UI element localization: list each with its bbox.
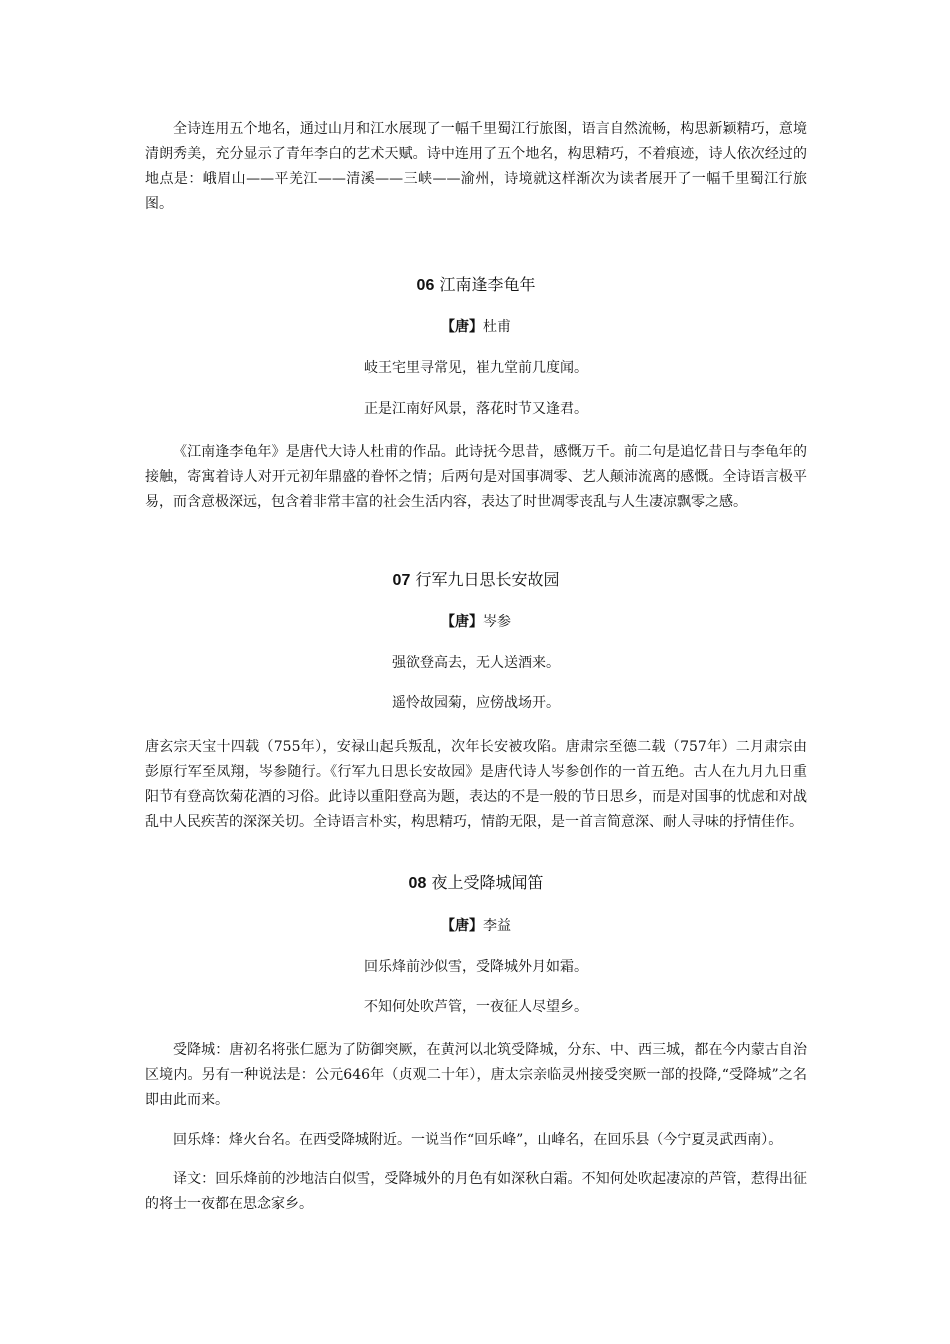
author-name: 李益 — [483, 918, 511, 934]
poem-line: 强欲登高去，无人送酒来。 — [392, 655, 560, 671]
poem-line: 正是江南好风景，落花时节又逢君。 — [364, 401, 588, 417]
author-name: 杜甫 — [483, 319, 511, 335]
poem-line: 回乐烽前沙似雪，受降城外月如霜。 — [364, 959, 588, 975]
translation-paragraph: 译文：回乐烽前的沙地洁白似雪，受降城外的月色有如深秋白霜。不知何处吹起凄凉的芦管，惹得出征的将士一夜都在思念家乡。 — [145, 1171, 807, 1212]
intro-paragraph: 全诗连用五个地名，通过山月和江水展现了一幅千里蜀江行旅图，语言自然流畅，构思新颖精巧，意境清朗秀美，充分显示了青年李白的艺术天赋。诗中连用了五个地名，构思精巧，不着痕迹，诗人依次经过的地点是：峨眉山——平羌江——清溪——三峡——渝州，诗境就这样渐次为读者展开了一幅千里蜀江行旅图。 — [145, 121, 807, 212]
dynasty-label: 【唐】 — [441, 614, 483, 630]
commentary-paragraph: 《江南逢李龟年》是唐代大诗人杜甫的作品。此诗抚今思昔，感慨万千。前二句是追忆昔日与李龟年的接触，寄寓着诗人对开元初年鼎盛的眷怀之情；后两句是对国事凋零、艺人颠沛流离的感慨。全诗语言极平易，而含意极深远，包含着非常丰富的社会生活内容，表达了时世凋零丧乱与人生凄凉飘零之感。 — [145, 444, 807, 510]
section-number: 07 — [392, 572, 411, 589]
section-number: 08 — [408, 875, 427, 892]
poem-title: 夜上受降城闻笛 — [431, 873, 544, 892]
dynasty-label: 【唐】 — [441, 319, 483, 335]
poem-line: 岐王宅里寻常见，崔九堂前几度闻。 — [364, 360, 588, 376]
author-name: 岑参 — [483, 614, 511, 630]
note-paragraph: 回乐烽：烽火台名。在西受降城附近。一说当作“回乐峰”，山峰名，在回乐县（今宁夏灵武西南）。 — [173, 1132, 783, 1148]
poem-title: 行军九日思长安故园 — [415, 570, 560, 589]
poem-author-06 — [145, 316, 807, 338]
poem-line: 不知何处吹芦管，一夜征人尽望乡。 — [364, 999, 588, 1015]
section-title-07 — [145, 568, 807, 593]
poem-author-07 — [145, 611, 807, 633]
note-paragraph: 受降城：唐初名将张仁愿为了防御突厥，在黄河以北筑受降城，分东、中、西三城，都在今内蒙古自治区境内。另有一种说法是：公元646年（贞观二十年），唐太宗亲临灵州接受突厥一部的投降,“受降城”之名即由此而来。 — [145, 1042, 807, 1108]
section-title-06 — [145, 273, 807, 298]
section-number: 06 — [416, 277, 435, 294]
commentary-paragraph: 唐玄宗天宝十四载（755年），安禄山起兵叛乱，次年长安被攻陷。唐肃宗至德二载（757年）二月肃宗由彭原行军至凤翔，岑参随行。《行军九日思长安故园》是唐代诗人岑参创作的一首五绝。古人在九月九日重阳节有登高饮菊花酒的习俗。此诗以重阳登高为题，表达的不是一般的节日思乡，而是对国事的忧虑和对战乱中人民疾苦的深深关切。全诗语言朴实，构思精巧，情韵无限，是一首言简意深、耐人寻味的抒情佳作。 — [145, 739, 807, 830]
poem-author-08 — [145, 915, 807, 937]
section-title-08 — [145, 871, 807, 896]
dynasty-label: 【唐】 — [441, 918, 483, 934]
poem-title: 江南逢李龟年 — [439, 275, 536, 294]
poem-line: 遥怜故园菊，应傍战场开。 — [392, 695, 560, 711]
